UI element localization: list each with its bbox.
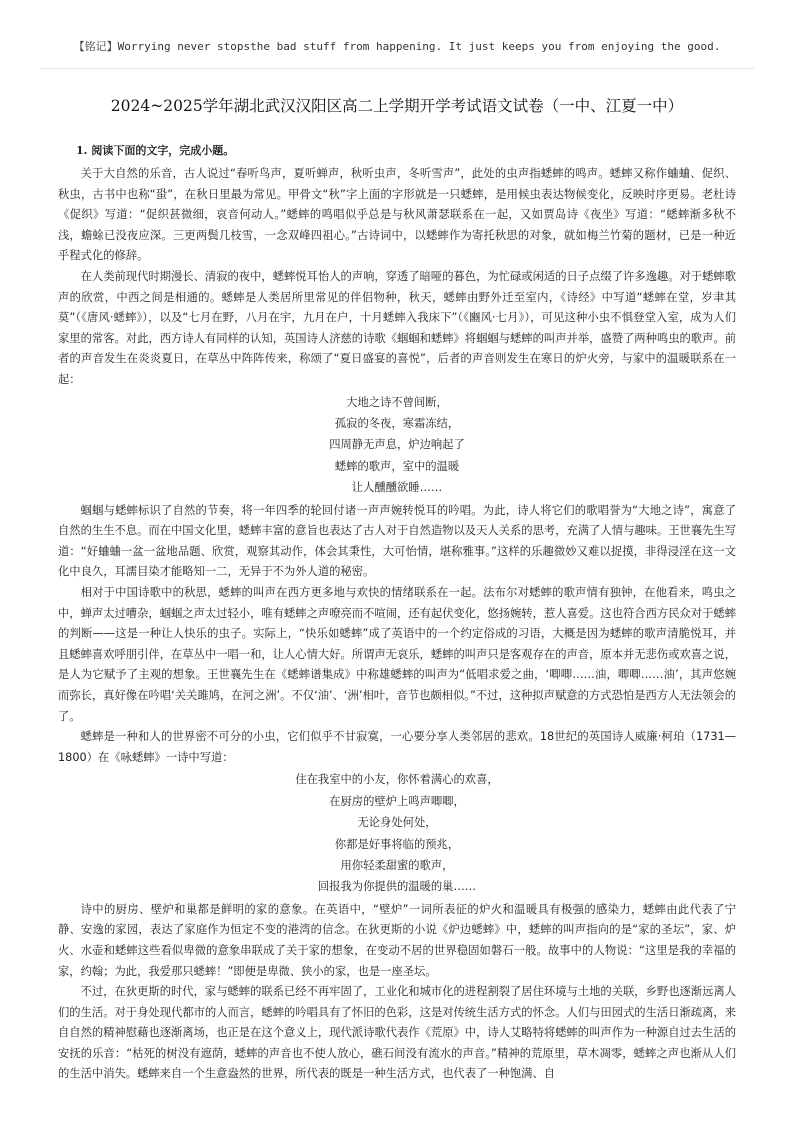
poem-line: 四周静无声息，炉边响起了	[329, 438, 465, 452]
poem-line: 孤寂的冬夜，寒霜冻结，	[334, 416, 460, 430]
document-title: 2024~2025学年湖北武汉汉阳区高二上学期开学考试语文试卷（一中、江夏一中）	[110, 97, 684, 115]
paragraph-5: 蟋蟀是一种和人的世界密不可分的小虫，它们似乎不甘寂寞，一心要分享人类邻居的悲欢。18世纪的英国诗人威廉·柯珀（1731—1800）在《咏蟋蟀》一诗中写道：	[58, 730, 736, 764]
paragraph-6: 诗中的厨房、壁炉和巢都是鲜明的家的意象。在英语中，“壁炉”一词所表征的炉火和温暖具有极强的感染力，蟋蟀由此代表了宁静、安逸的家园，表达了家庭作为恒定不变的港湾的信念。在狄更斯的小说《炉边蟋蟀》中，蟋蟀的叫声指向的是“家的圣坛”，家、炉火、水壶和蟋蟀这些看似卑微的意象串联成了关于家的想象，在变动不居的世界稳固如磐石一般。故事中的人物说：“这里是我的幸福的家，约翰；为此，我爱那只蟋蟀！”即便是卑微、狭小的家，也是一座圣坛。	[58, 902, 736, 978]
paragraph-1: 关于大自然的乐音，古人说过“春听鸟声，夏听蝉声，秋听虫声，冬听雪声”，此处的虫声指蟋蟀的鸣声。蟋蟀又称作蛐蛐、促织、秋虫，古书中也称“蛩”，在秋日里最为常见。甲骨文“秋”字上面的字形就是一只蟋蟀，是用候虫表达物候变化，反映时序更易。老杜诗《促织》写道：“促织甚微细，哀音何动人。”蟋蟀的鸣唱似乎总是与秋风萧瑟联系在一起，又如贾岛诗《夜坐》写道：“蟋蟀渐多秋不浅，蟾蜍已没夜应深。三更两鬓几枝雪，一念双峰四祖心。”古诗词中，以蟋蟀作为寄托秋思的对象，就如梅兰竹菊的题材，已是一种近乎程式化的修辞。	[58, 167, 736, 263]
poem-line: 在厨房的壁炉上鸣声唧唧，	[329, 794, 465, 808]
poem-line: 无论身处何处，	[357, 816, 437, 830]
question-prompt: 1. 阅读下面的文字，完成小题。	[76, 144, 235, 157]
article-body	[58, 142, 736, 1085]
poem-line: 让人醺醺欲睡……	[351, 481, 443, 495]
paragraph-3: 蝈蝈与蟋蟀标识了自然的节奏，将一年四季的轮回付诸一声声婉转悦耳的吟唱。为此，诗人将它们的歌唱誉为“大地之诗”，寓意了自然的生生不息。而在中国文化里，蟋蟀丰富的意旨也表达了古人对于自然造物以及天人关系的思考，充满了人情与趣味。王世襄先生写道：“好蛐蛐一盆一盆地品题、欣赏，观察其动作，体会其秉性，大可怡情，堪称雅事。”这样的乐趣微妙又难以捉摸，非得浸淫在这一文化中良久，耳濡目染才能略知一二，无异于不为外人道的秘密。	[58, 503, 736, 579]
poem-cowper	[58, 769, 736, 897]
header-divider	[40, 68, 754, 69]
paragraph-4: 相对于中国诗歌中的秋思，蟋蟀的叫声在西方更多地与欢快的情绪联系在一起。法布尔对蟋蟀的歌声情有独钟，在他看来，鸣虫之中，蝉声太过嘈杂，蝈蝈之声太过轻小，唯有蟋蟀之声嘹亮而不喧闹，还有起伏变化，悠扬婉转，惹人喜爱。这也符合西方民众对于蟋蟀的判断——这是一种让人快乐的虫子。实际上，“快乐如蟋蟀”成了英语中的一个约定俗成的习语，大概是因为蟋蟀的歌声清脆悦耳，并且蟋蟀喜欢呼朋引伴，在草丛中一唱一和，让人心情大好。所谓声无哀乐，蟋蟀的叫声只是客观存在的声音，原本并无悲伤或欢喜之说，是人为它赋予了主观的想象。王世襄先生在《蟋蟀谱集成》中称雄蟋蟀的叫声为“低唱求爱之曲，‘唧唧……油，唧唧……油’，其声悠婉而弥长，真好像在吟唱‘关关雎鸠，在河之洲’。不仅‘油’、‘洲’相叶，音节也颇相似。”不过，这种拟声赋意的方式恐怕是西方人无法领会的了。	[58, 585, 736, 723]
poem-line: 住在我室中的小友，你怀着满心的欢喜，	[295, 773, 499, 787]
poem-line: 你都是好事将临的预兆，	[334, 837, 460, 851]
poem-line: 大地之诗不曾间断，	[346, 395, 448, 409]
poem-keats	[58, 392, 736, 499]
paragraph-7: 不过，在狄更斯的时代，家与蟋蟀的联系已经不再牢固了，工业化和城市化的进程割裂了居住环境与土地的关联，乡野也逐渐远离人们的生活。对于身处现代都市的人而言，蟋蟀的吟唱具有了怀旧的色彩，这是对传统生活方式的怀念。人们与田园式的生活日渐疏离，来自自然的精神慰藉也逐渐离场，也正是在这个意义上，现代派诗歌代表作《荒原》中，诗人艾略特将蟋蟀的叫声作为一种源自过去生活的安抚的乐音：“枯死的树没有遮荫，蟋蟀的声音也不使人放心，礁石间没有流水的声音。”精神的荒原里，草木凋零，蟋蟀之声也渐从人们的生活中消失。蟋蟀来自一个生意盎然的世界，所代表的既是一种生活方式，也代表了一种饱满、自	[58, 985, 736, 1081]
page-header-motto: 【铭记】Worrying never stopsthe bad stuff from happening. It just keeps you from enjoying the good.	[73, 40, 721, 53]
poem-line: 回报我为你提供的温暖的巢……	[317, 880, 477, 894]
poem-line: 蟋蟀的歌声，室中的温暖	[334, 459, 460, 473]
poem-line: 用你轻柔甜蜜的歌声，	[340, 858, 454, 872]
paragraph-2: 在人类前现代时期漫长、清寂的夜中，蟋蟀悦耳怡人的声响，穿透了暗哑的暮色，为忙碌或闲适的日子点缀了许多逸趣。对于蟋蟀歌声的欣赏，中西之间是相通的。蟋蟀是人类居所里常见的伴侣物种，秋天，蟋蟀由野外迁至室内，《诗经》中写道“蟋蟀在堂，岁聿其莫”（《唐风·蟋蟀》），以及“七月在野，八月在宇，九月在户，十月蟋蟀入我床下”（《豳风·七月》），可见这种小虫不惧登堂入室，成为人们家里的常客。对此，西方诗人有同样的认知，英国诗人济慈的诗歌《蝈蝈和蟋蟀》将蝈蝈与蟋蟀的叫声并举，盛赞了两种鸣虫的歌声。前者的声音发生在炎炎夏日，在草丛中阵阵传来，称颂了“夏日盛宴的喜悦”，后者的声音则发生在寒日的炉火旁，与家中的温暖联系在一起：	[58, 269, 736, 386]
